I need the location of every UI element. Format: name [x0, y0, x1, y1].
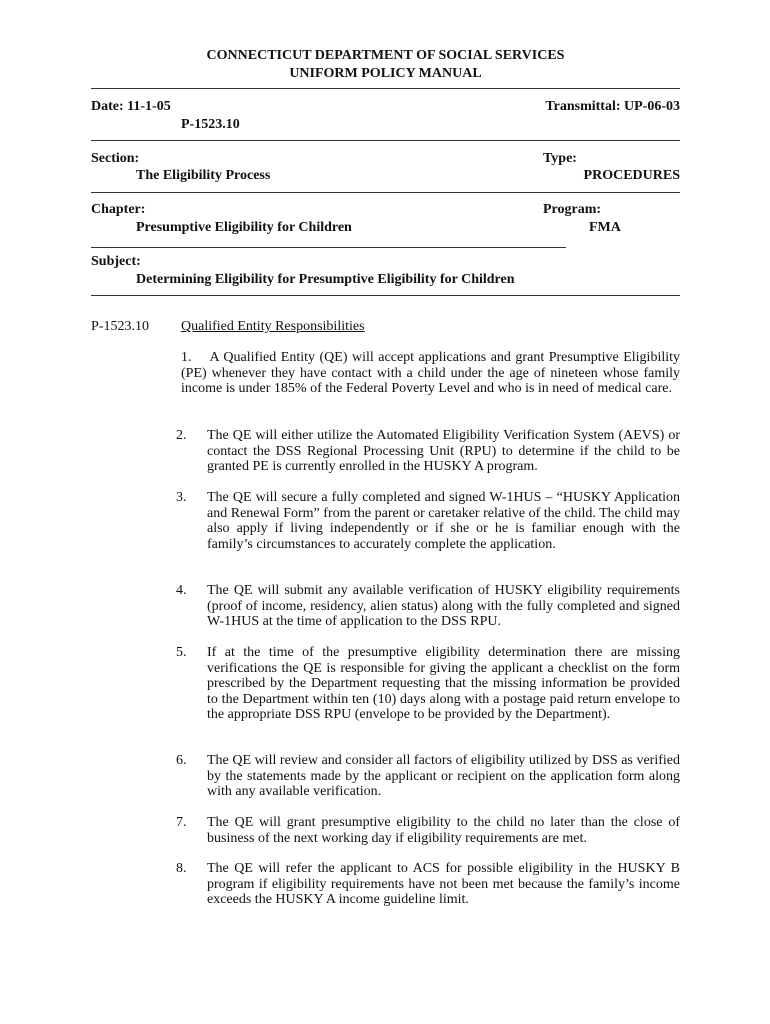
program-value: FMA — [589, 220, 621, 235]
transmittal-label: Transmittal: UP-06-03 — [545, 99, 680, 114]
list-item-number: 2. — [176, 428, 187, 443]
list-item-number: 5. — [176, 645, 187, 660]
list-item: The QE will submit any available verification of HUSKY eligibility requirements (proof of income, residency, alien status) along with the fully completed and signed W-1HUS at the time of application to the DSS RPU. — [207, 583, 680, 630]
divider — [91, 140, 680, 141]
subject-value: Determining Eligibility for Presumptive Eligibility for Children — [136, 272, 515, 287]
subject-label: Subject: — [91, 254, 141, 269]
section-title: Qualified Entity Responsibilities — [181, 319, 365, 334]
policy-number: P-1523.10 — [181, 117, 240, 132]
manual-title: UNIFORM POLICY MANUAL — [289, 66, 482, 81]
list-item: The QE will refer the applicant to ACS for possible eligibility in the HUSKY B program if eligibility requirements have not been met because the family’s income exceeds the HUSKY A income guideline limit. — [207, 861, 680, 908]
section-number: P-1523.10 — [91, 319, 149, 334]
date-label: Date: 11-1-05 — [91, 99, 171, 114]
divider — [91, 295, 680, 296]
type-label: Type: — [543, 151, 577, 166]
divider — [91, 192, 680, 193]
list-item-number: 8. — [176, 861, 187, 876]
list-item-number: 6. — [176, 753, 187, 768]
divider-short — [91, 247, 566, 248]
divider — [91, 88, 680, 89]
list-item-number: 3. — [176, 490, 187, 505]
section-value: The Eligibility Process — [136, 168, 271, 183]
list-item: The QE will review and consider all factors of eligibility utilized by DSS as verified by the statements made by the applicant or recipient on the application form along with any available verification. — [207, 753, 680, 800]
list-item-number: 4. — [176, 583, 187, 598]
list-item: The QE will grant presumptive eligibility to the child no later than the close of business of the next working day if eligibility requirements are met. — [207, 815, 680, 846]
list-item-number: 7. — [176, 815, 187, 830]
department-title: CONNECTICUT DEPARTMENT OF SOCIAL SERVICES — [206, 48, 565, 63]
type-value: PROCEDURES — [583, 168, 680, 183]
chapter-label: Chapter: — [91, 202, 146, 217]
section-label: Section: — [91, 151, 140, 166]
chapter-value: Presumptive Eligibility for Children — [136, 220, 352, 235]
list-item: The QE will either utilize the Automated Eligibility Verification System (AEVS) or contact the DSS Regional Processing Unit (RPU) to determine if the child to be granted PE is currently enrolled in the HUSKY A program. — [207, 428, 680, 475]
program-label: Program: — [543, 202, 602, 217]
list-item: 1. A Qualified Entity (QE) will accept applications and grant Presumptive Eligibility (PE) whenever they have contact with a child under the age of nineteen whose family income is under 185% of the Federal Poverty Level and who is in need of medical care. — [181, 350, 680, 397]
list-item: The QE will secure a fully completed and signed W-1HUS – “HUSKY Application and Renewal Form” from the parent or caretaker relative of the child. The child may also apply if living independently or if she or he is familiar enough with the family’s circumstances to accurately complete the application. — [207, 490, 680, 552]
list-item: If at the time of the presumptive eligibility determination there are missing verifications the QE is responsible for giving the applicant a checklist on the form prescribed by the Department requesting that the missing information be provided to the Department within ten (10) days along with a postage paid return envelope to the appropriate DSS RPU (envelope to be provided by the Department). — [207, 645, 680, 723]
